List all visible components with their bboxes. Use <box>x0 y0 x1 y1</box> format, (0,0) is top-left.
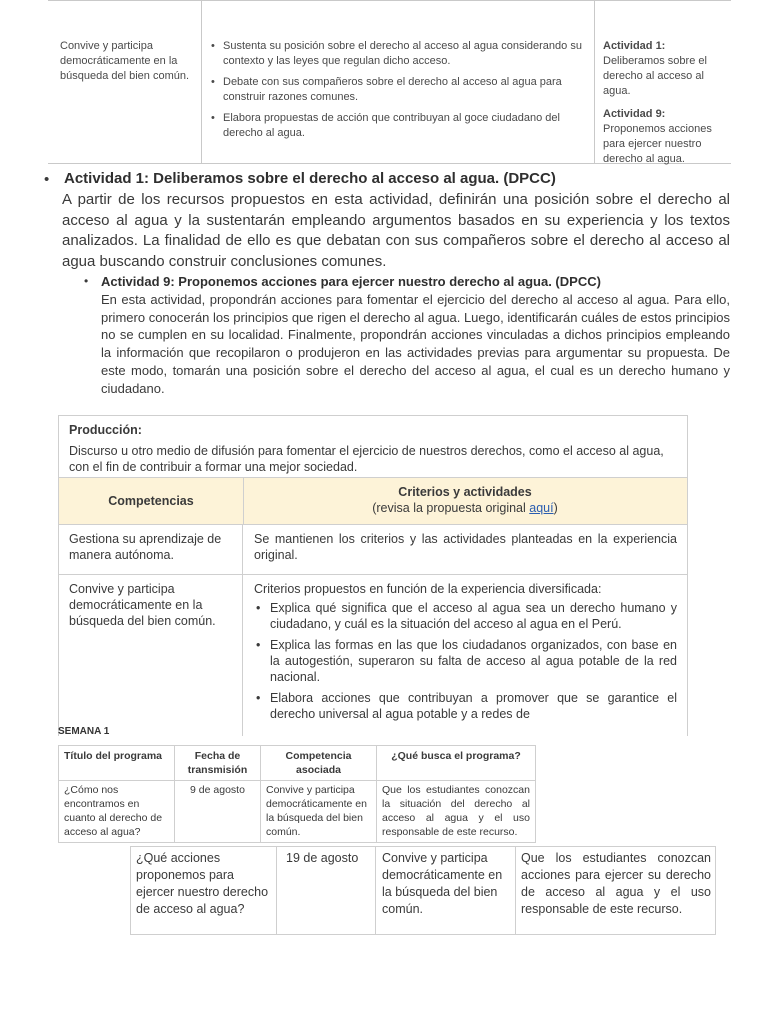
competency-cell: Convive y participa democráticamente en la búsqueda del bien común. <box>59 574 243 736</box>
header-cell: Fecha de transmisión <box>175 746 261 780</box>
activity-9-heading <box>84 273 730 290</box>
broadcast-date-cell: 19 de agosto <box>277 847 376 934</box>
header-criterios-subtitle <box>243 500 687 516</box>
program-table-row-2 <box>130 846 716 935</box>
program-title-cell: ¿Qué acciones proponemos para ejercer nuestro derecho de acceso al agua? <box>131 847 277 934</box>
program-title-cell: ¿Cómo nos encontramos en cuanto al derecho de acceso al agua? <box>59 780 175 842</box>
competency-table-top <box>48 0 731 164</box>
activity-9-description: En esta actividad, propondrán acciones para fomentar el ejercicio del derecho al acceso al agua. Para ello, primero conocerán los principios que rigen el derecho al agua. Luego, identificarán cuáles de estos principios no se cumplen en su localidad. Finalmente, propondrán acciones vinculadas a dichos principios empleando la información que recopilaron o produjeron en las actividades previas para argumentar su propuesta. De este modo, tomarán una posición sobre el derecho del acceso al agua, el cual es un derecho humano y ciudadano. <box>101 292 730 396</box>
header-competencias: Competencias <box>59 478 244 524</box>
production-table <box>58 415 688 736</box>
criteria-cell: Se mantienen los criterios y las actividades planteadas en la experiencia original. <box>254 532 677 562</box>
activity-1-title: Actividad 1: Deliberamos sobre el derecho al acceso al agua. (DPCC) <box>64 170 556 187</box>
competency-cell <box>48 1 202 163</box>
activity-1-heading <box>44 170 734 188</box>
activity-9-label: Actividad 9: <box>603 108 666 120</box>
table-row <box>59 524 687 575</box>
competency-text: Convive y participa democráticamente en la búsqueda del bien común. <box>60 40 190 82</box>
activity-9-text: Proponemos acciones para ejercer nuestro derecho al agua. <box>603 123 712 165</box>
table-header <box>59 746 535 781</box>
program-goal-cell: Que los estudiantes conozcan la situación del derecho al acceso al agua y el uso responsable de este recurso. <box>382 784 530 838</box>
production-section <box>59 416 687 478</box>
criteria-intro: Criterios propuestos en función de la experiencia diversificada: <box>254 582 602 596</box>
subtitle-prefix: (revisa la propuesta original <box>372 501 530 515</box>
original-proposal-link[interactable]: aquí <box>529 501 554 515</box>
header-cell: Competencia asociada <box>261 746 377 780</box>
table-row <box>59 780 535 842</box>
criteria-cell <box>202 1 595 163</box>
program-table-week-1 <box>58 745 536 843</box>
subtitle-suffix: ) <box>553 501 558 515</box>
broadcast-date-cell: 9 de agosto <box>175 780 261 842</box>
activities-cell <box>595 1 731 163</box>
production-label: Producción: <box>69 423 142 437</box>
table-header <box>59 478 687 525</box>
competency-cell: Gestiona su aprendizaje de manera autónoma. <box>59 524 243 574</box>
header-criterios <box>243 484 687 516</box>
header-criterios-title: Criterios y actividades <box>398 485 532 499</box>
criteria-item: • Explica qué significa que el acceso al agua sea un derecho humano y ciudadano, y cuál es la situación del acceso al agua en el Perú. <box>254 600 677 632</box>
bullet-icon: • <box>44 171 50 188</box>
header-cell: Título del programa <box>59 746 175 780</box>
activity-1-text: Deliberamos sobre el derecho al acceso al agua. <box>603 55 707 97</box>
criteria-item: • Explica las formas en las que los ciudadanos organizados, con base en la autogestión, superaron su falta de acceso al agua potable de la red nacional. <box>254 637 677 685</box>
table-row <box>59 574 687 736</box>
criteria-item: • Elabora propuestas de acción que contribuyan al goce ciudadano del derecho al agua. <box>210 111 586 141</box>
competency-cell: Convive y participa democráticamente en la búsqueda del bien común. <box>376 847 516 934</box>
activity-9-title: Actividad 9: Proponemos acciones para ejercer nuestro derecho al agua. (DPCC) <box>101 274 601 289</box>
criteria-cell <box>243 574 687 736</box>
competency-cell: Convive y participa democráticamente en la búsqueda del bien común. <box>261 780 377 842</box>
bullet-icon: • <box>84 274 89 288</box>
activity-1-label: Actividad 1: <box>603 40 666 52</box>
activity-1-description: A partir de los recursos propuestos en esta actividad, definirán una posición sobre el derecho al acceso al agua y la sustentarán empleando argumentos basados en su experiencia y los textos analizados. La finalidad de ello es que debatan con sus compañeros sobre el derecho al acceso al agua buscando construir conclusiones comunes. <box>62 191 730 270</box>
criteria-item: • Elabora acciones que contribuyan a promover que se garantice el derecho universal al agua potable y a redes de <box>254 690 677 722</box>
criteria-item: • Sustenta su posición sobre el derecho al acceso al agua considerando su contexto y las leyes que regulan dicho acceso. <box>210 39 586 69</box>
header-cell: ¿Qué busca el programa? <box>391 750 521 762</box>
week-label: SEMANA 1 <box>58 726 110 737</box>
criteria-item: • Debate con sus compañeros sobre el derecho al acceso al agua para construir razones comunes. <box>210 75 586 105</box>
program-goal-cell: Que los estudiantes conozcan acciones para ejercer su derecho de acceso al agua y el uso responsable de este recurso. <box>521 851 711 916</box>
production-text: Discurso u otro medio de difusión para fomentar el ejercicio de nuestros derechos, como el acceso al agua, con el fin de contribuir a formar una mejor sociedad. <box>69 444 664 474</box>
